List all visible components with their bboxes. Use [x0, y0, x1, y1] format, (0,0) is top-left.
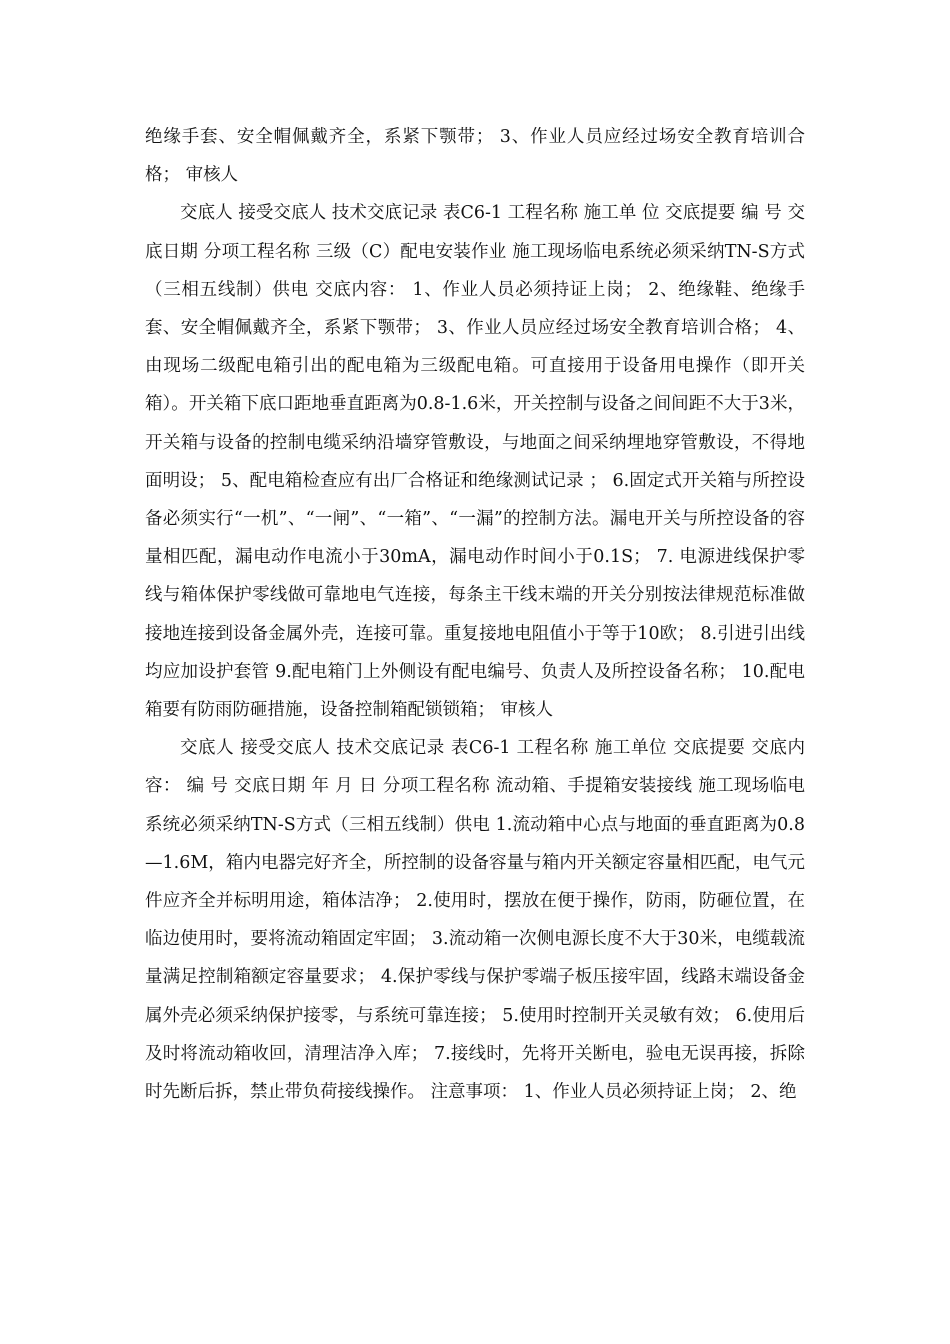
paragraph-continuation: 绝缘手套、安全帽佩戴齐全，系紧下颚带； 3、作业人员应经过场安全教育培训合格； 审核人 — [145, 127, 805, 186]
document-body — [145, 118, 805, 1111]
paragraph-third-level-distribution-box: 交底人 接受交底人 技术交底记录 表C6-1 工程名称 施工单 位 交底提要 编 号 交底日期 分项工程名称 三级（C）配电安装作业 施工现场临电系统必须采纳TN-S方式（三相五线制）供电 交底内容： 1、作业人员必须持证上岗； 2、绝缘鞋、绝缘手套、安全帽佩戴齐全，系紧下颚带； 3、作业人员应经过场安全教育培训合格； 4、由现场二级配电箱引出的配电箱为三级配电箱。可直接用于设备用电操作（即开关箱）。开关箱下底口距地垂直距离为0.8-1.6米，开关控制与设备之间间距不大于3米，开关箱与设备的控制电缆采纳沿墙穿管敷设，与地面之间采纳埋地穿管敷设，不得地面明设； 5、配电箱检查应有出厂合格证和绝缘测试记录 ； 6.固定式开关箱与所控设备必须实行“一机”、“一闸”、“一箱”、“一漏”的控制方法。漏电开关与所控设备的容量相匹配，漏电动作电流小于30mA，漏电动作时间小于0.1S； 7. 电源进线保护零线与箱体保护零线做可靠地电气连接，每条主干线末端的开关分别按法律规范标准做接地连接到设备金属外壳，连接可靠。重复接地电阻值小于等于10欧； 8.引进引出线均应加设护套管 9.配电箱门上外侧设有配电编号、负责人及所控设备名称； 10.配电箱要有防雨防砸措施，设备控制箱配锁锁箱； 审核人 — [145, 203, 805, 721]
paragraph-mobile-box-installation: 交底人 接受交底人 技术交底记录 表C6-1 工程名称 施工单位 交底提要 交底内容： 编 号 交底日期 年 月 日 分项工程名称 流动箱、手提箱安装接线 施工现场临电系统必须采纳TN-S方式（三相五线制）供电 1.流动箱中心点与地面的垂直距离为0.8—1.6M，箱内电器完好齐全，所控制的设备容量与箱内开关额定容量相匹配，电气元件应齐全并标明用途，箱体洁净； 2.使用时，摆放在便于操作，防雨，防砸位置，在临边使用时，要将流动箱固定牢固； 3.流动箱一次侧电源长度不大于30米，电缆载流量满足控制箱额定容量要求； 4.保护零线与保护零端子板压接牢固，线路末端设备金属外壳必须采纳保护接零，与系统可靠连接； 5.使用时控制开关灵敏有效； 6.使用后及时将流动箱收回，清理洁净入库； 7.接线时，先将开关断电，验电无误再接，拆除时先断后拆，禁止带负荷接线操作。 注意事项： 1、作业人员必须持证上岗； 2、绝 — [145, 738, 805, 1103]
